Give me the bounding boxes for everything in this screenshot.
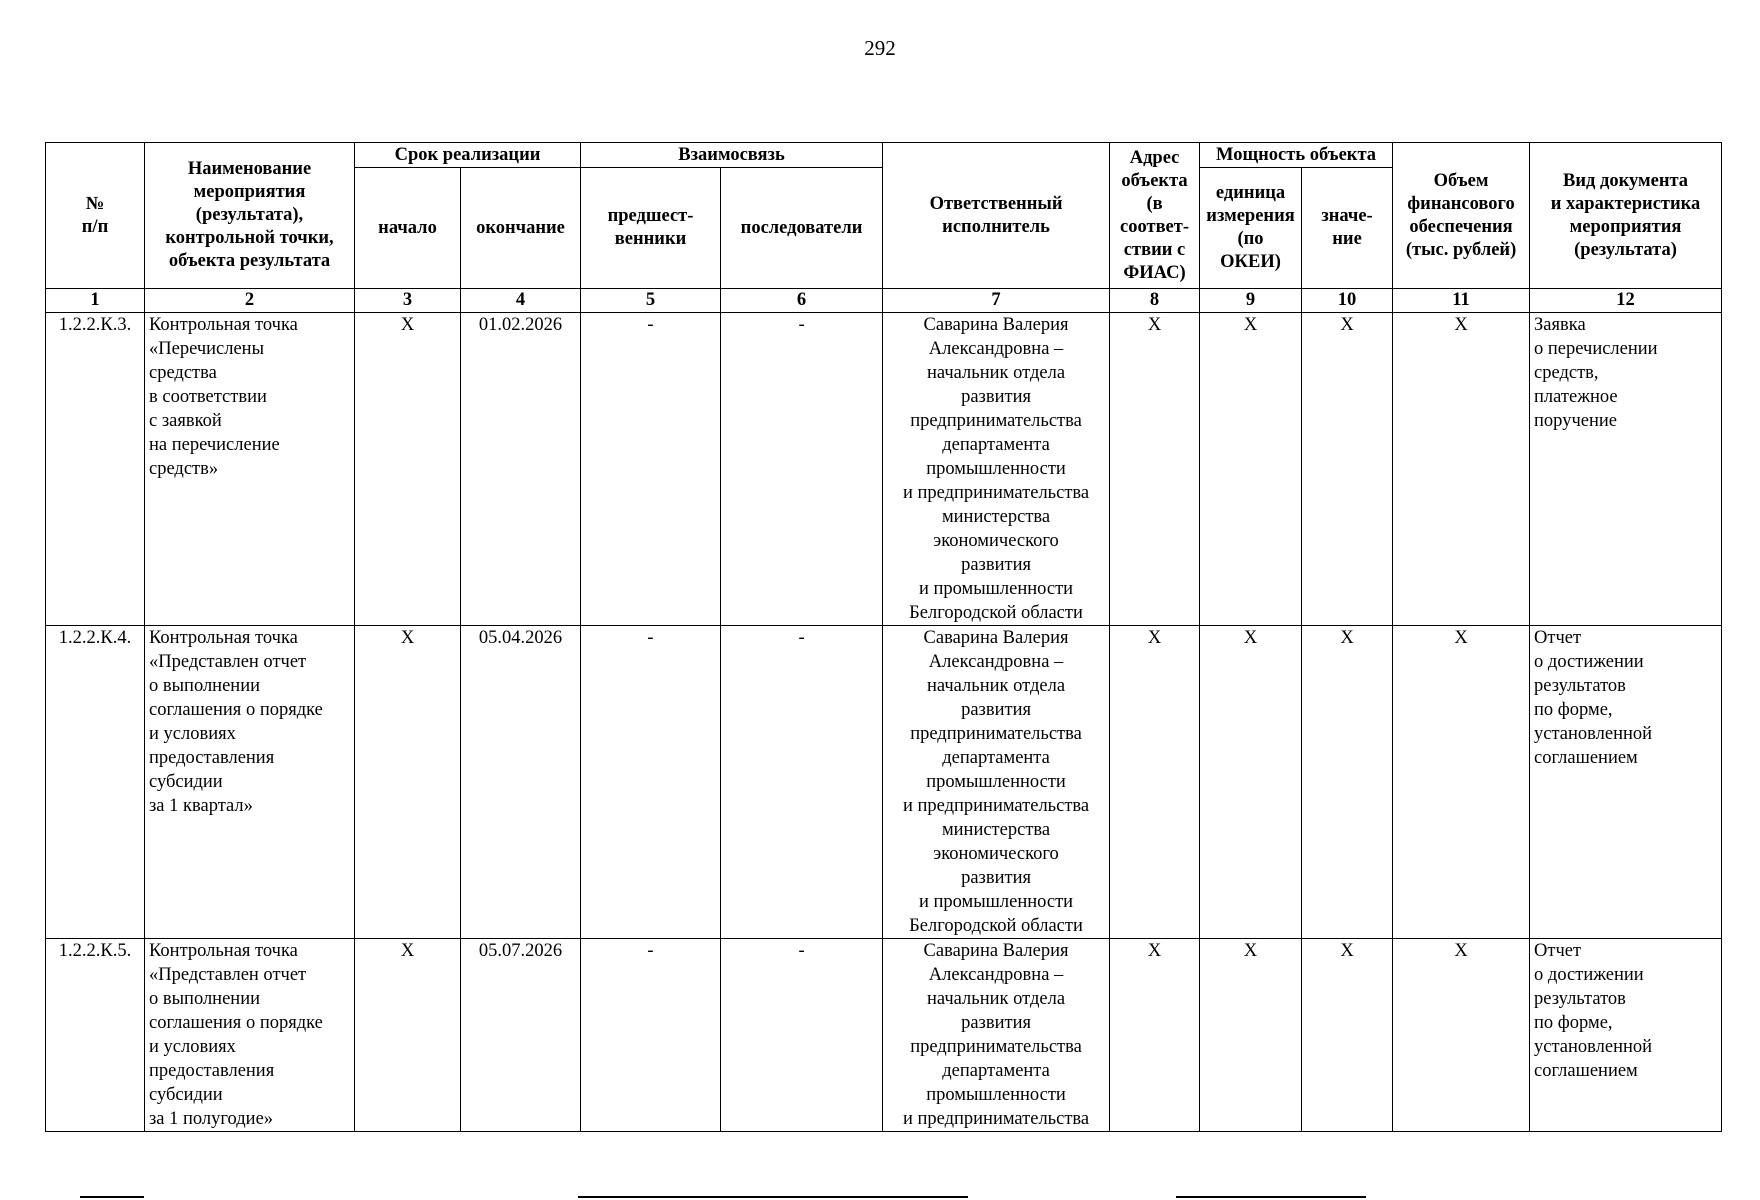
row-unit: Х — [1200, 626, 1302, 939]
row-financing: Х — [1393, 626, 1530, 939]
header-responsible: Ответственный исполнитель — [883, 143, 1110, 289]
row-responsible: Саварина Валерия Александровна – начальник отдела развития предпринимательства департамента промышленности и предпринимательства министерства экономического развития и промышленности Белгородской области — [883, 313, 1110, 626]
table-row — [46, 626, 1722, 939]
column-number: 3 — [355, 289, 461, 313]
row-successors: - — [721, 313, 883, 626]
row-successors: - — [721, 626, 883, 939]
scan-edge-line — [1176, 1196, 1366, 1198]
column-number: 11 — [1393, 289, 1530, 313]
row-end: 05.04.2026 — [461, 626, 581, 939]
header-power: Мощность объекта — [1200, 143, 1393, 168]
table-row — [46, 939, 1722, 1132]
table-header — [46, 143, 1722, 313]
row-start: Х — [355, 626, 461, 939]
row-unit: Х — [1200, 939, 1302, 1132]
column-number: 1 — [46, 289, 145, 313]
header-document: Вид документа и характеристика мероприятия (результата) — [1530, 143, 1722, 289]
row-address: Х — [1110, 626, 1200, 939]
header-num: № п/п — [46, 143, 145, 289]
row-unit: Х — [1200, 313, 1302, 626]
header-value: значе- ние — [1302, 168, 1393, 289]
row-document: Заявка о перечислении средств, платежное поручение — [1530, 313, 1722, 626]
row-address: Х — [1110, 939, 1200, 1132]
row-financing: Х — [1393, 939, 1530, 1132]
row-id: 1.2.2.К.3. — [46, 313, 145, 626]
row-document: Отчет о достижении результатов по форме, установленной соглашением — [1530, 939, 1722, 1132]
column-number: 10 — [1302, 289, 1393, 313]
row-end: 01.02.2026 — [461, 313, 581, 626]
column-number: 6 — [721, 289, 883, 313]
row-id: 1.2.2.К.4. — [46, 626, 145, 939]
row-start: Х — [355, 313, 461, 626]
row-address: Х — [1110, 313, 1200, 626]
row-predecessors: - — [581, 313, 721, 626]
header-unit: единица измерения (по ОКЕИ) — [1200, 168, 1302, 289]
column-number: 8 — [1110, 289, 1200, 313]
header-name: Наименование мероприятия (результата), контрольной точки, объекта результата — [145, 143, 355, 289]
scan-edge-line — [80, 1196, 144, 1198]
row-name: Контрольная точка «Представлен отчет о выполнении соглашения о порядке и условиях предоставления субсидии за 1 квартал» — [145, 626, 355, 939]
row-responsible: Саварина Валерия Александровна – начальник отдела развития предпринимательства департамента промышленности и предпринимательства министерства экономического развития и промышленности Белгородской области — [883, 626, 1110, 939]
header-link: Взаимосвязь — [581, 143, 883, 168]
row-responsible: Саварина Валерия Александровна – начальник отдела развития предпринимательства департамента промышленности и предпринимательства — [883, 939, 1110, 1132]
page-number: 292 — [864, 36, 896, 60]
column-number: 7 — [883, 289, 1110, 313]
table-row — [46, 313, 1722, 626]
row-value: Х — [1302, 626, 1393, 939]
header-srok: Срок реализации — [355, 143, 581, 168]
scan-edge-line — [578, 1196, 968, 1198]
row-name: Контрольная точка «Перечислены средства в соответствии с заявкой на перечисление средств» — [145, 313, 355, 626]
header-successors: последователи — [721, 168, 883, 289]
row-successors: - — [721, 939, 883, 1132]
column-number: 2 — [145, 289, 355, 313]
row-name: Контрольная точка «Представлен отчет о выполнении соглашения о порядке и условиях предоставления субсидии за 1 полугодие» — [145, 939, 355, 1132]
column-number: 9 — [1200, 289, 1302, 313]
row-end: 05.07.2026 — [461, 939, 581, 1132]
header-end: окончание — [461, 168, 581, 289]
row-value: Х — [1302, 939, 1393, 1132]
row-start: Х — [355, 939, 461, 1132]
header-predecessors: предшест- венники — [581, 168, 721, 289]
column-numbers-row — [46, 289, 1722, 313]
column-number: 5 — [581, 289, 721, 313]
row-id: 1.2.2.К.5. — [46, 939, 145, 1132]
header-financing: Объем финансового обеспечения (тыс. рублей) — [1393, 143, 1530, 289]
row-predecessors: - — [581, 626, 721, 939]
column-number: 12 — [1530, 289, 1722, 313]
column-number: 4 — [461, 289, 581, 313]
row-document: Отчет о достижении результатов по форме, установленной соглашением — [1530, 626, 1722, 939]
header-start: начало — [355, 168, 461, 289]
row-financing: Х — [1393, 313, 1530, 626]
row-predecessors: - — [581, 939, 721, 1132]
plan-table — [45, 142, 1722, 1132]
header-address: Адрес объекта (в соответ- ствии с ФИАС) — [1110, 143, 1200, 289]
row-value: Х — [1302, 313, 1393, 626]
